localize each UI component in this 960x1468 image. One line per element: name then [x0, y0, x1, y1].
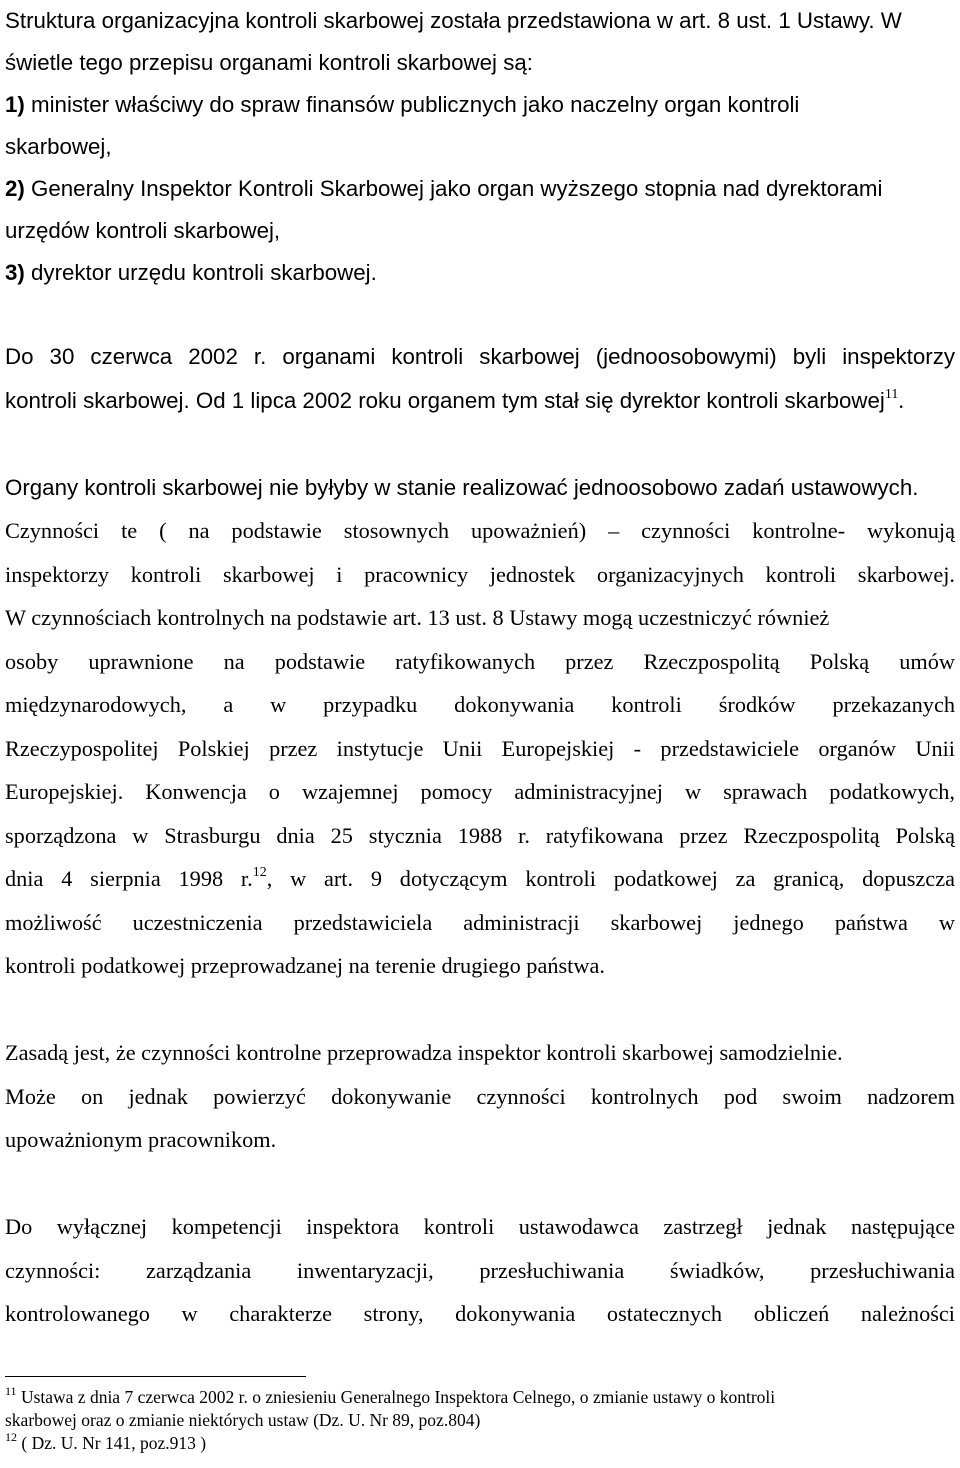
spacer [5, 422, 955, 466]
footnote-ref-12[interactable]: 12 [252, 865, 267, 880]
organ-item-1 [5, 84, 955, 126]
paragraph-2-line-2 [5, 379, 955, 423]
paragraph-5 [5, 1205, 955, 1336]
paragraph-3-line-10-end: , w art. 9 dotyczącym kontroli podatkowej za granicą, dopuszcza [266, 866, 955, 891]
organ-text-1: minister właściwy do spraw finansów publicznych jako naczelny organ kontroli [24, 92, 800, 117]
organ-item-2 [5, 168, 955, 210]
intro-paragraph [5, 0, 955, 294]
paragraph-2-line-2-start: kontroli skarbowej. [5, 387, 190, 413]
paragraph-5-line-1: Do wyłącznej kompetencji inspektora kontroli ustawodawca zastrzegł jednak następujące [5, 1214, 955, 1239]
paragraph-3-line-1: Organy kontroli skarbowej nie byłyby w stanie realizować jednoosobowo zadań ustawowych. [5, 474, 919, 500]
footnote-separator [5, 1376, 306, 1377]
paragraph-3-line-9: sporządzona w Strasburgu dnia 25 stycznia 1988 r. ratyfikowana przez Rzeczpospolitą Polską [5, 822, 955, 848]
footnote-12 [5, 1432, 955, 1455]
paragraph-4 [5, 1031, 955, 1162]
paragraph-2-line-2-rest: Od 1 lipca 2002 roku organem tym stał się dyrektor kontroli skarbowej [189, 387, 885, 413]
organ-text-2: Generalny Inspektor Kontroli Skarbowej jako organ wyższego stopnia nad dyrektorami [24, 176, 883, 201]
paragraph-4-line-2: Może on jednak powierzyć dokonywanie czynności kontrolnych pod swoim nadzorem [5, 1083, 955, 1109]
footnote-number-11: 11 [5, 1384, 17, 1398]
footnote-12-line-1: ( Dz. U. Nr 141, poz.913 ) [17, 1433, 207, 1453]
paragraph-2 [5, 335, 955, 422]
document-page [5, 0, 955, 1468]
organ-item-1-continued: skarbowej, [5, 134, 112, 159]
paragraph-3-line-5: osoby uprawnione na podstawie ratyfikowanych przez Rzeczpospolitą Polską umów [5, 648, 955, 674]
paragraph-3-line-4: W czynnościach kontrolnych na podstawie art. 13 ust. 8 Ustawy mogą uczestniczyć również [5, 605, 830, 630]
paragraph-5-line-2: czynności: zarządzania inwentaryzacji, przesłuchiwania świadków, przesłuchiwania [5, 1257, 955, 1283]
paragraph-3-line-10-start: dnia 4 sierpnia 1998 r. [5, 866, 253, 891]
organ-item-2-continued: urzędów kontroli skarbowej, [5, 218, 281, 243]
footnote-ref-11[interactable]: 11 [884, 386, 899, 402]
paragraph-3-line-7: Rzeczypospolitej Polskiej przez instytucje Unii Europejskiej - przedstawiciele organów Unii [5, 735, 955, 761]
footnotes [5, 1386, 955, 1455]
footnote-11 [5, 1386, 955, 1409]
organ-item-3 [5, 252, 955, 294]
intro-line-2: świetle tego przepisu organami kontroli skarbowej są: [5, 50, 533, 75]
organ-number-2: 2) [5, 176, 25, 201]
paragraph-3-line-11: możliwość uczestniczenia przedstawiciela administracji skarbowej jednego państwa w [5, 909, 955, 935]
footnote-11-line-2: skarbowej oraz o zmianie niektórych ustaw (Dz. U. Nr 89, poz.804) [5, 1410, 481, 1430]
paragraph-3-line-8: Europejskiej. Konwencja o wzajemnej pomocy administracyjnej w sprawach podatkowych, [5, 779, 955, 804]
paragraph-2-line-2-end: . [898, 387, 904, 413]
spacer [5, 1162, 955, 1206]
paragraph-3-line-10 [5, 857, 955, 901]
paragraph-5-line-3: kontrolowanego w charakterze strony, dokonywania ostatecznych obliczeń należności [5, 1301, 955, 1326]
paragraph-3-line-3: inspektorzy kontroli skarbowej i pracownicy jednostek organizacyjnych kontroli skarbowej. [5, 561, 955, 587]
intro-line-1: Struktura organizacyjna kontroli skarbowej została przedstawiona w art. 8 ust. 1 Ustawy. W [5, 8, 902, 33]
spacer [5, 988, 955, 1032]
paragraph-4-line-1: Zasadą jest, że czynności kontrolne przeprowadza inspektor kontroli skarbowej samodzielnie. [5, 1040, 843, 1065]
organ-number-3: 3) [5, 260, 25, 285]
spacer [5, 294, 955, 335]
footnote-number-12: 12 [5, 1430, 17, 1444]
paragraph-3-line-12: kontroli podatkowej przeprowadzanej na terenie drugiego państwa. [5, 953, 605, 978]
paragraph-2-line-1: Do 30 czerwca 2002 r. organami kontroli skarbowej (jednoosobowymi) byli inspektorzy [5, 344, 955, 369]
paragraph-4-line-3: upoważnionym pracownikom. [5, 1127, 277, 1152]
footnote-11-line-1: Ustawa z dnia 7 czerwca 2002 r. o zniesieniu Generalnego Inspektora Celnego, o zmianie ustawy o kontroli [16, 1387, 776, 1407]
organ-number-1: 1) [5, 92, 25, 117]
paragraph-3 [5, 466, 955, 988]
organ-text-3: dyrektor urzędu kontroli skarbowej. [24, 260, 377, 285]
paragraph-3-line-6: międzynarodowych, a w przypadku dokonywania kontroli środków przekazanych [5, 692, 955, 717]
paragraph-3-line-2: Czynności te ( na podstawie stosownych upoważnień) – czynności kontrolne- wykonują [5, 518, 955, 543]
